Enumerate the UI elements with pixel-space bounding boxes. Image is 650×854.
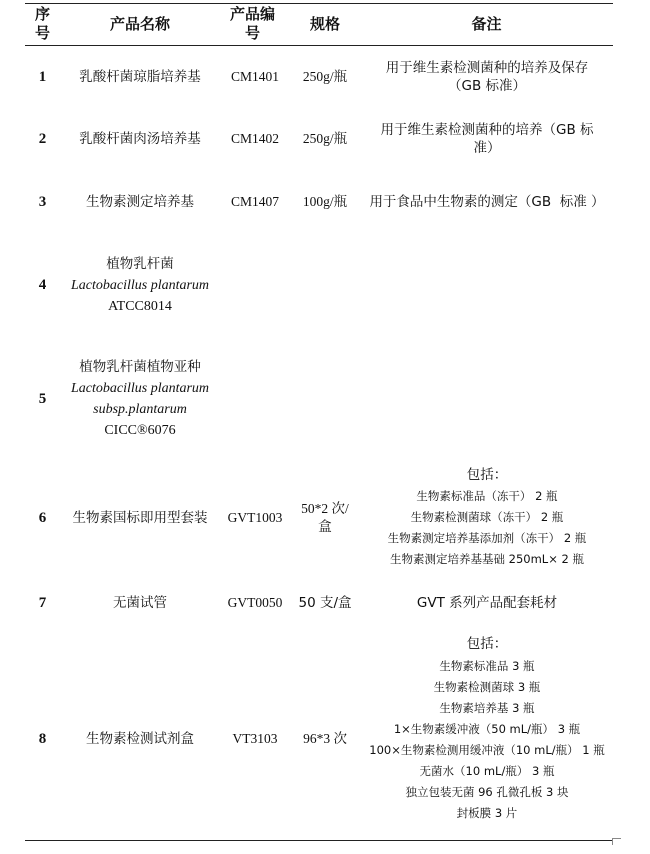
- header-seq-line1: 序: [34, 5, 50, 23]
- remark-line: 无菌水（10 mL/瓶） 3 瓶: [419, 764, 555, 778]
- row-number: 3: [38, 193, 47, 210]
- strain-code: ATCC8014: [108, 298, 172, 314]
- header-seq-line2: 号: [34, 24, 50, 42]
- strain-chinese-name: 植物乳杆菌植物亚种: [79, 359, 201, 375]
- product-remark: GVT 系列产品配套耗材: [416, 594, 558, 611]
- remark-line: 1×生物素缓冲液（50 mL/瓶） 3 瓶: [393, 722, 581, 736]
- product-name: 生物素检测试剂盒: [86, 730, 194, 747]
- remark-title: 包括：: [466, 636, 508, 652]
- strain-chinese-name: 植物乳杆菌: [106, 255, 174, 272]
- header-code: [220, 4, 285, 44]
- row-number: 5: [38, 390, 47, 407]
- spec-line: 50*2 次/: [301, 500, 349, 516]
- header-seq: [25, 4, 60, 44]
- row-number: 7: [38, 594, 47, 611]
- remark-line: 生物素检测菌球 3 瓶: [433, 680, 541, 694]
- product-code: CM1401: [230, 68, 279, 84]
- remark-line: 生物素培养基 3 瓶: [439, 701, 535, 715]
- table-header-rule: [25, 45, 613, 46]
- strain-name: [60, 356, 220, 442]
- header-name: 产品名称: [109, 14, 170, 33]
- strain-name: [60, 252, 220, 318]
- remark-title: 包括：: [466, 467, 508, 483]
- remark-line: 准）: [473, 140, 501, 156]
- remark-line: 用于维生素检测菌种的培养及保存: [385, 59, 589, 76]
- product-name: 乳酸杆菌琼脂培养基: [79, 68, 201, 85]
- remark-line: 封板膜 3 片: [456, 806, 518, 820]
- row-number: 6: [38, 509, 47, 526]
- strain-subspecies-name: subsp.plantarum: [93, 402, 187, 417]
- header-code-line2: 号: [244, 24, 260, 42]
- page-corner-mark: [612, 838, 621, 845]
- product-spec: [290, 494, 360, 542]
- remark-line: 用于维生素检测菌种的培养（GB 标: [380, 121, 594, 138]
- product-remark: [362, 632, 612, 824]
- remark-line: 生物素标准品 3 瓶: [439, 659, 535, 673]
- remark-line: （GB 标准）: [447, 78, 526, 94]
- product-code: GVT0050: [227, 594, 283, 610]
- product-name: 乳酸杆菌肉汤培养基: [79, 130, 201, 147]
- product-remark: 用于食品中生物素的测定（GB 标准 ）: [369, 193, 605, 210]
- product-spec: 100g/瓶: [302, 193, 348, 209]
- row-number: 8: [38, 730, 47, 747]
- product-spec: 96*3 次: [303, 730, 347, 746]
- strain-latin-name: Lactobacillus plantarum: [70, 277, 210, 293]
- product-name: 生物素测定培养基: [86, 193, 194, 210]
- table-bottom-rule: [25, 840, 613, 841]
- row-number: 4: [38, 276, 47, 293]
- product-spec: 250g/瓶: [302, 68, 348, 84]
- product-name: 无菌试管: [113, 594, 167, 611]
- product-spec: 250g/瓶: [302, 130, 348, 146]
- row-number: 2: [38, 130, 47, 147]
- product-remark: [362, 55, 612, 99]
- product-remark: [362, 464, 612, 570]
- product-code: CM1402: [230, 130, 279, 146]
- product-remark: [362, 117, 612, 161]
- product-spec: 50 支/盒: [298, 594, 352, 611]
- product-name: 生物素国标即用型套装: [72, 509, 208, 526]
- product-code: GVT1003: [227, 509, 283, 525]
- strain-code: CICC®6076: [104, 423, 176, 438]
- header-spec: 规格: [309, 14, 340, 33]
- spec-line: 盒: [318, 519, 332, 534]
- remark-line: 生物素测定培养基添加剂（冻干） 2 瓶: [387, 531, 587, 545]
- header-remark: 备注: [471, 14, 502, 33]
- row-number: 1: [38, 68, 47, 85]
- strain-latin-name: Lactobacillus plantarum: [70, 381, 210, 396]
- product-code: CM1407: [230, 193, 279, 209]
- remark-line: 独立包装无菌 96 孔微孔板 3 块: [405, 785, 569, 799]
- product-code: VT3103: [232, 730, 278, 746]
- header-code-line1: 产品编: [229, 5, 275, 23]
- remark-line: 100×生物素检测用缓冲液（10 mL/瓶） 1 瓶: [369, 743, 605, 757]
- remark-line: 生物素标准品（冻干） 2 瓶: [416, 489, 558, 503]
- remark-line: 生物素检测菌球（冻干） 2 瓶: [410, 510, 564, 524]
- remark-line: 生物素测定培养基基础 250mL× 2 瓶: [390, 552, 584, 566]
